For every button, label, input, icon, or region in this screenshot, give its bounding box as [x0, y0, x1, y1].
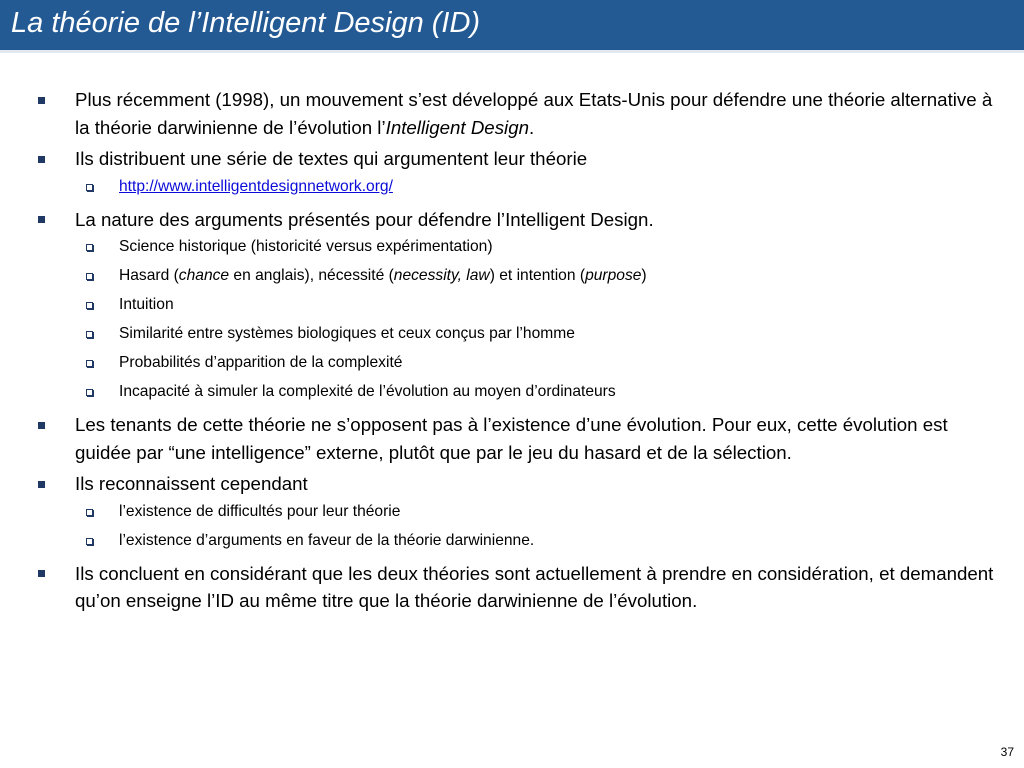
page-number: 37	[1000, 745, 1014, 759]
sub-bullet-item: Incapacité à simuler la complexité de l’évolution au moyen d’ordinateurs	[0, 382, 1024, 402]
square-bullet-icon	[38, 156, 45, 163]
sub-bullet-item: Intuition	[0, 295, 1024, 315]
square-bullet-icon	[38, 422, 45, 429]
square-bullet-icon	[38, 570, 45, 577]
bullet-item: Ils reconnaissent cependant	[0, 470, 1024, 498]
bullet-item: Ils concluent en considérant que les deux théories sont actuellement à prendre en considération, et demandent qu’on enseigne l’ID au même titre que la théorie darwinienne de l’évolution.	[0, 560, 1024, 615]
hollow-square-bullet-icon	[86, 389, 93, 396]
sub-bullet-item: Hasard (chance en anglais), nécessité (necessity, law) et intention (purpose)	[0, 266, 1024, 286]
square-bullet-icon	[38, 481, 45, 488]
hollow-square-bullet-icon	[86, 273, 93, 280]
bullet-item: Plus récemment (1998), un mouvement s’est développé aux Etats-Unis pour défendre une théorie alternative à la théorie darwinienne de l’évolution l’Intelligent Design.	[0, 86, 1024, 141]
hollow-square-bullet-icon	[86, 331, 93, 338]
hollow-square-bullet-icon	[86, 302, 93, 309]
square-bullet-icon	[38, 97, 45, 104]
sub-bullet-item	[0, 177, 1024, 197]
hollow-square-bullet-icon	[86, 244, 93, 251]
slide-content	[0, 86, 1024, 619]
hollow-square-bullet-icon	[86, 538, 93, 545]
sub-bullet-item: Similarité entre systèmes biologiques et ceux conçus par l’homme	[0, 324, 1024, 344]
bullet-item: Ils distribuent une série de textes qui argumentent leur théorie	[0, 145, 1024, 173]
hollow-square-bullet-icon	[86, 509, 93, 516]
website-link[interactable]: http://www.intelligentdesignnetwork.org/	[119, 177, 393, 195]
hollow-square-bullet-icon	[86, 360, 93, 367]
hollow-square-bullet-icon	[86, 184, 93, 191]
square-bullet-icon	[38, 216, 45, 223]
sub-bullet-item: l’existence de difficultés pour leur théorie	[0, 502, 1024, 522]
sub-bullet-item: Probabilités d’apparition de la complexité	[0, 353, 1024, 373]
sub-bullet-item: Science historique (historicité versus expérimentation)	[0, 237, 1024, 257]
slide-title: La théorie de l’Intelligent Design (ID)	[11, 7, 481, 39]
title-bar	[0, 0, 1024, 53]
sub-bullet-item: l’existence d’arguments en faveur de la théorie darwinienne.	[0, 531, 1024, 551]
bullet-item: Les tenants de cette théorie ne s’opposent pas à l’existence d’une évolution. Pour eux, cette évolution est guidée par “une intelligence” externe, plutôt que par le jeu du hasard et de la sélection.	[0, 411, 1024, 466]
bullet-item: La nature des arguments présentés pour défendre l’Intelligent Design.	[0, 206, 1024, 234]
